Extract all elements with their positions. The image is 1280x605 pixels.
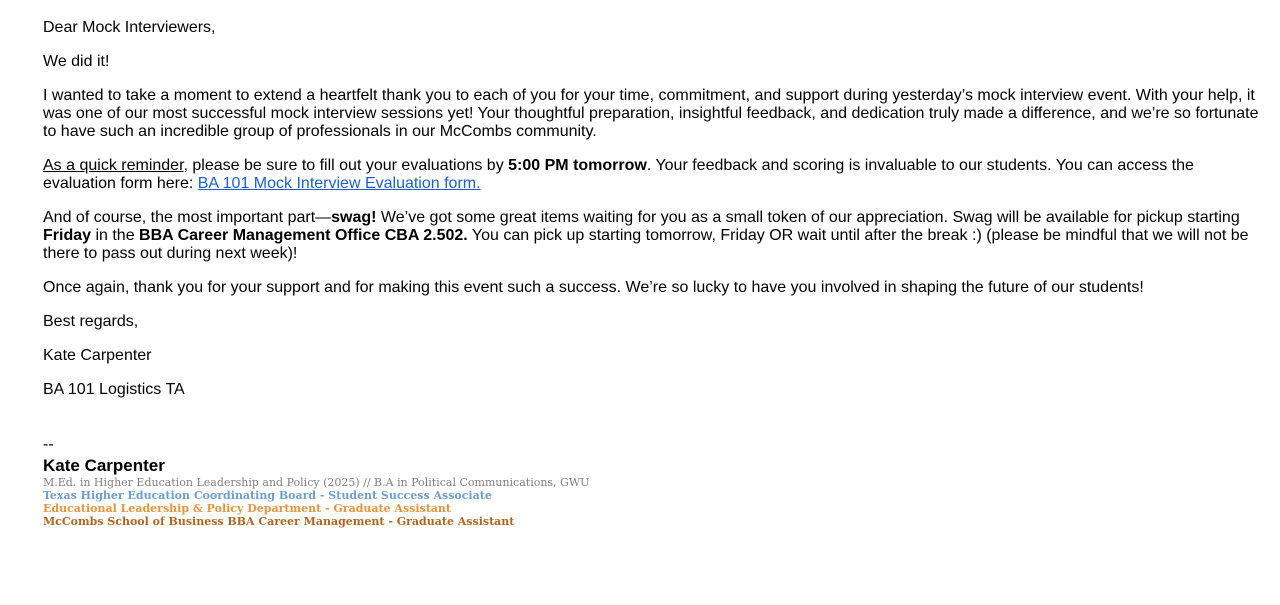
closing-paragraph: Once again, thank you for your support and for making this event such a success. We’re so lucky to have you involved in shaping the future of our students! xyxy=(43,279,1144,296)
signature-separator: -- xyxy=(43,436,54,453)
opening-line: We did it! xyxy=(43,53,110,70)
signature-role-thecb: Texas Higher Education Coordinating Board - Student Success Associate xyxy=(43,489,492,502)
pickup-location: BBA Career Management Office CBA 2.502. xyxy=(139,227,468,244)
evaluation-form-link[interactable]: BA 101 Mock Interview Evaluation form. xyxy=(197,175,481,192)
sender-name: Kate Carpenter xyxy=(43,347,152,364)
pickup-day: Friday xyxy=(43,227,92,244)
swag-text-c: in the xyxy=(91,227,140,244)
swag-paragraph xyxy=(43,209,1263,263)
thank-you-paragraph: I wanted to take a moment to extend a heartfelt thank you to each of you for your time, commitment, and support during yesterday’s mock interview event. With your help, it was one of our most successful mock interview sessions yet! Your thoughtful preparation, insightful feedback, and dedication truly made a difference, and we’re so fortunate to have such an incredible group of professionals in our McCombs community. xyxy=(43,87,1259,140)
sender-title: BA 101 Logistics TA xyxy=(43,381,185,398)
signature-degrees: M.Ed. in Higher Education Leadership and Policy (2025) // B.A in Political Communications, GWU xyxy=(43,476,590,489)
swag-text-a: And of course, the most important part— xyxy=(43,209,332,226)
email-body xyxy=(43,19,1263,415)
reminder-text-b: . Your feedback and scoring is invaluable to our students. You can access the evaluation form here: xyxy=(43,157,1194,192)
swag-word: swag! xyxy=(331,209,377,226)
reminder-text-a: , please be sure to fill out your evaluations by xyxy=(183,157,509,174)
reminder-phrase: As a quick reminder xyxy=(43,157,184,174)
signature-role-mccombs: McCombs School of Business BBA Career Management - Graduate Assistant xyxy=(43,515,515,528)
sign-off: Best regards, xyxy=(43,313,139,330)
signature-block xyxy=(43,476,589,528)
swag-text-d: You can pick up starting tomorrow, Friday OR wait until after the break :) (please be mindful that we will not be there to pass out during next week)! xyxy=(43,227,1249,262)
evaluation-reminder-paragraph xyxy=(43,157,1263,193)
signature-role-elp: Educational Leadership & Policy Department - Graduate Assistant xyxy=(43,502,452,515)
signature-name: Kate Carpenter xyxy=(43,456,165,475)
swag-text-b: We’ve got some great items waiting for you as a small token of our appreciation. Swag will be available for pickup starting xyxy=(376,209,1240,226)
deadline-text: 5:00 PM tomorrow xyxy=(508,157,647,174)
greeting: Dear Mock Interviewers, xyxy=(43,19,216,36)
